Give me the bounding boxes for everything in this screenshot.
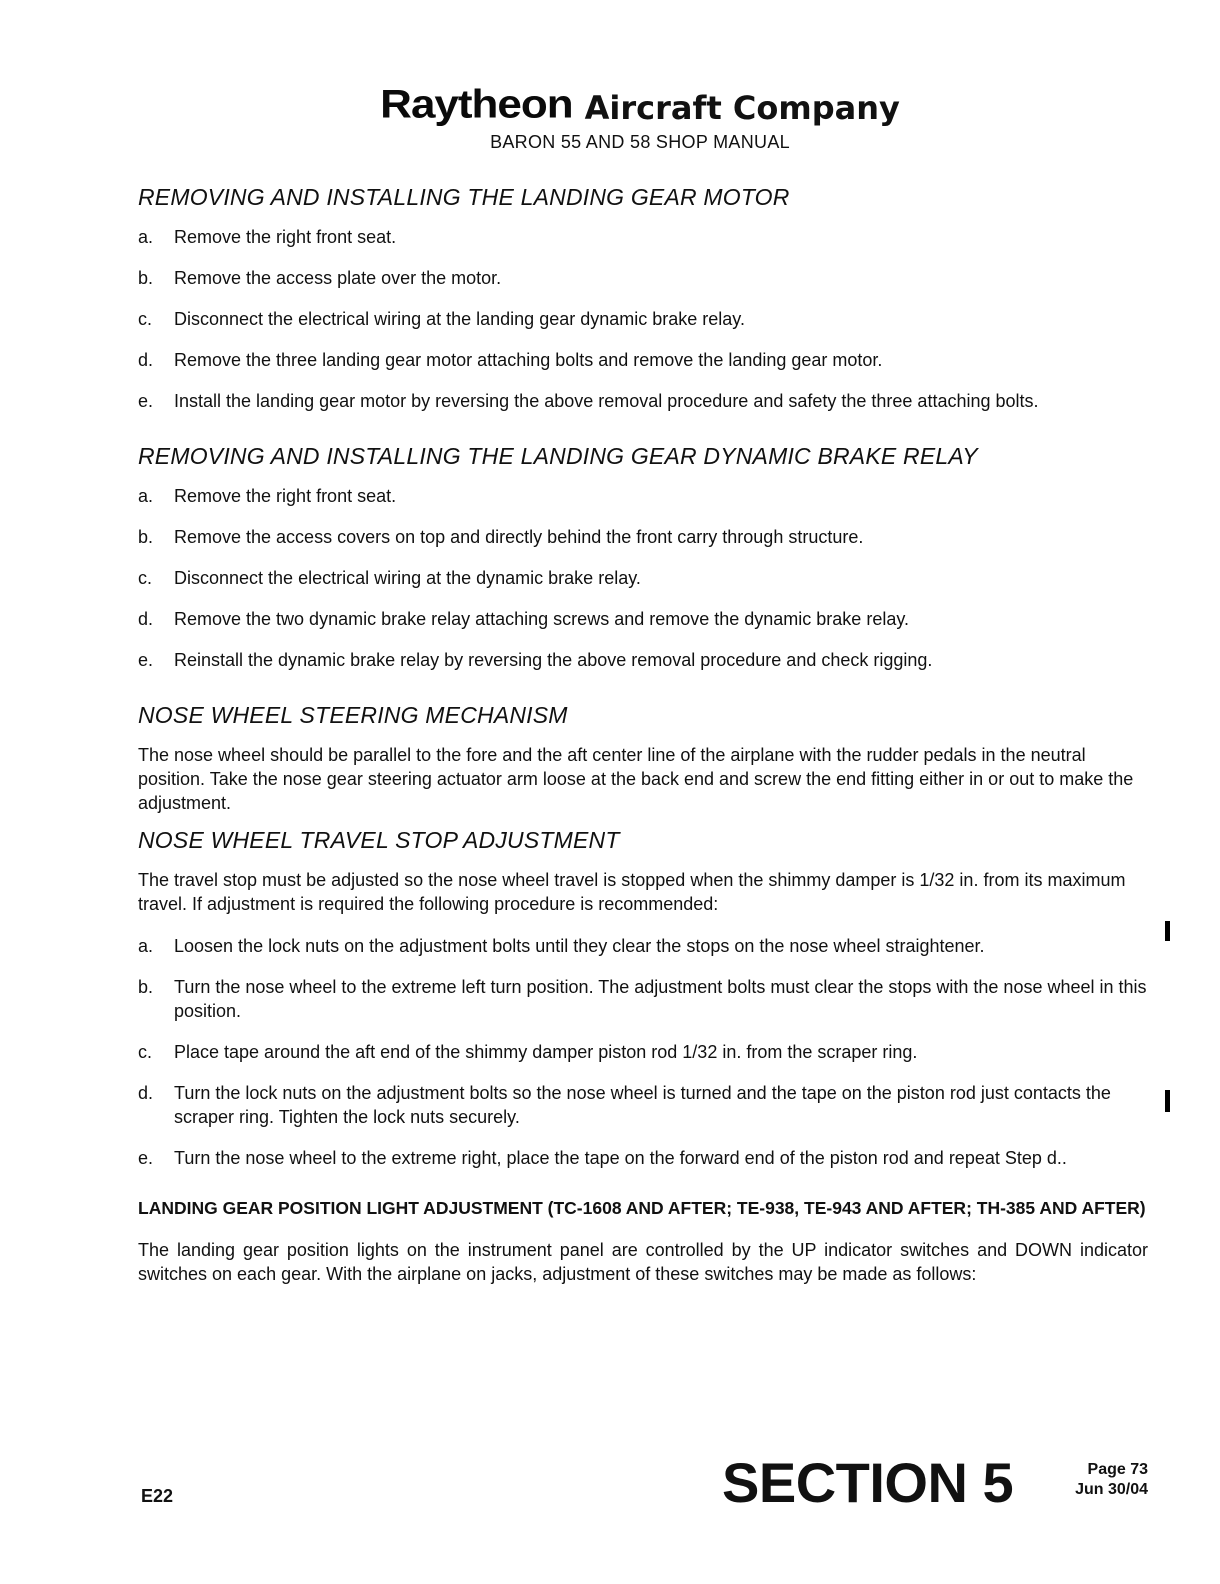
company-logo (60, 80, 1220, 130)
document-code: E22 (141, 1486, 174, 1506)
step-letter: e. (138, 1148, 154, 1168)
revision-bar (1165, 1090, 1170, 1112)
step-text: Remove the access covers on top and directly behind the front carry through structure. (174, 527, 864, 547)
list-item (138, 975, 1148, 1023)
list-item (138, 1040, 1148, 1064)
step-text: Reinstall the dynamic brake relay by reversing the above removal procedure and check rigging. (174, 650, 933, 670)
step-letter: c. (138, 1042, 153, 1062)
step-text: Install the landing gear motor by reversing the above removal procedure and safety the three attaching bolts. (174, 391, 1039, 411)
page-info (1048, 1460, 1148, 1500)
step-letter: e. (138, 650, 154, 670)
list-item (138, 389, 1148, 413)
step-letter: c. (138, 309, 153, 329)
step-letter: d. (138, 350, 154, 370)
steering-paragraph: The nose wheel should be parallel to the fore and the aft center line of the airplane with the rudder pedals in the neutral position. Take the nose gear steering actuator arm loose at the back end and screw the end fitting either in or out to make the adjustment. (138, 745, 1134, 813)
list-item (138, 484, 1148, 508)
position-light-paragraph: The landing gear position lights on the instrument panel are controlled by the UP indicator switches and DOWN indicator switches on each gear. With the airplane on jacks, adjustment of these switches may be made as follows: (138, 1240, 1148, 1284)
list-item (138, 225, 1148, 249)
step-text: Remove the right front seat. (174, 227, 397, 247)
list-item (138, 307, 1148, 331)
travel-stop-paragraph: The travel stop must be adjusted so the nose wheel travel is stopped when the shimmy damper is 1/32 in. from its maximum travel. If adjustment is required the following procedure is recommended: (138, 870, 1126, 914)
list-item (138, 348, 1148, 372)
step-text: Disconnect the electrical wiring at the landing gear dynamic brake relay. (174, 309, 745, 329)
step-letter: a. (138, 227, 154, 247)
revision-date: Jun 30/04 (1075, 1481, 1148, 1498)
section-title-steering: NOSE WHEEL STEERING MECHANISM (138, 702, 568, 728)
step-letter: d. (138, 1083, 154, 1103)
section-title-travel-stop: NOSE WHEEL TRAVEL STOP ADJUSTMENT (138, 827, 620, 853)
relay-steps (138, 484, 1148, 672)
step-letter: a. (138, 936, 154, 956)
list-item (138, 607, 1148, 631)
list-item (138, 1146, 1148, 1170)
step-text: Remove the three landing gear motor attaching bolts and remove the landing gear motor. (174, 350, 883, 370)
step-text: Remove the access plate over the motor. (174, 268, 502, 288)
step-letter: d. (138, 609, 154, 629)
step-text: Turn the nose wheel to the extreme left turn position. The adjustment bolts must clear the stops with the nose wheel in this position. (174, 977, 1147, 1021)
page-header (0, 80, 1220, 153)
step-letter: a. (138, 486, 154, 506)
list-item (138, 525, 1148, 549)
page-footer (0, 1450, 1220, 1530)
section-title-relay: REMOVING AND INSTALLING THE LANDING GEAR DYNAMIC BRAKE RELAY (138, 443, 978, 469)
section-title-position-light: LANDING GEAR POSITION LIGHT ADJUSTMENT (TC-1608 AND AFTER; TE-938, TE-943 AND AFTER; TH-385 AND AFTER) (138, 1198, 1146, 1218)
list-item (138, 648, 1148, 672)
step-letter: b. (138, 268, 154, 288)
manual-title: BARON 55 AND 58 SHOP MANUAL (490, 132, 790, 152)
section-label: SECTION 5 (722, 1451, 1014, 1514)
brand-name: Raytheon (380, 82, 573, 127)
document-body (138, 184, 1148, 1298)
list-item (138, 1081, 1148, 1129)
step-text: Remove the right front seat. (174, 486, 397, 506)
step-letter: b. (138, 527, 154, 547)
step-text: Turn the lock nuts on the adjustment bolts so the nose wheel is turned and the tape on the piston rod just contacts the scraper ring. Tighten the lock nuts securely. (174, 1083, 1111, 1127)
list-item (138, 266, 1148, 290)
motor-steps (138, 225, 1148, 413)
revision-bar (1165, 921, 1170, 941)
step-letter: c. (138, 568, 153, 588)
page-number: Page 73 (1087, 1461, 1148, 1478)
step-text: Remove the two dynamic brake relay attaching screws and remove the dynamic brake relay. (174, 609, 910, 629)
step-letter: e. (138, 391, 154, 411)
step-text: Turn the nose wheel to the extreme right, place the tape on the forward end of the piston rod and repeat Step d.. (174, 1148, 1067, 1168)
company-name: Aircraft Company (584, 89, 900, 127)
travel-stop-steps (138, 934, 1148, 1170)
section-title-motor: REMOVING AND INSTALLING THE LANDING GEAR MOTOR (138, 184, 790, 210)
step-text: Loosen the lock nuts on the adjustment bolts until they clear the stops on the nose wheel straightener. (174, 936, 985, 956)
list-item (138, 566, 1148, 590)
step-letter: b. (138, 977, 154, 997)
step-text: Place tape around the aft end of the shimmy damper piston rod 1/32 in. from the scraper ring. (174, 1042, 918, 1062)
step-text: Disconnect the electrical wiring at the dynamic brake relay. (174, 568, 641, 588)
list-item (138, 934, 1148, 958)
